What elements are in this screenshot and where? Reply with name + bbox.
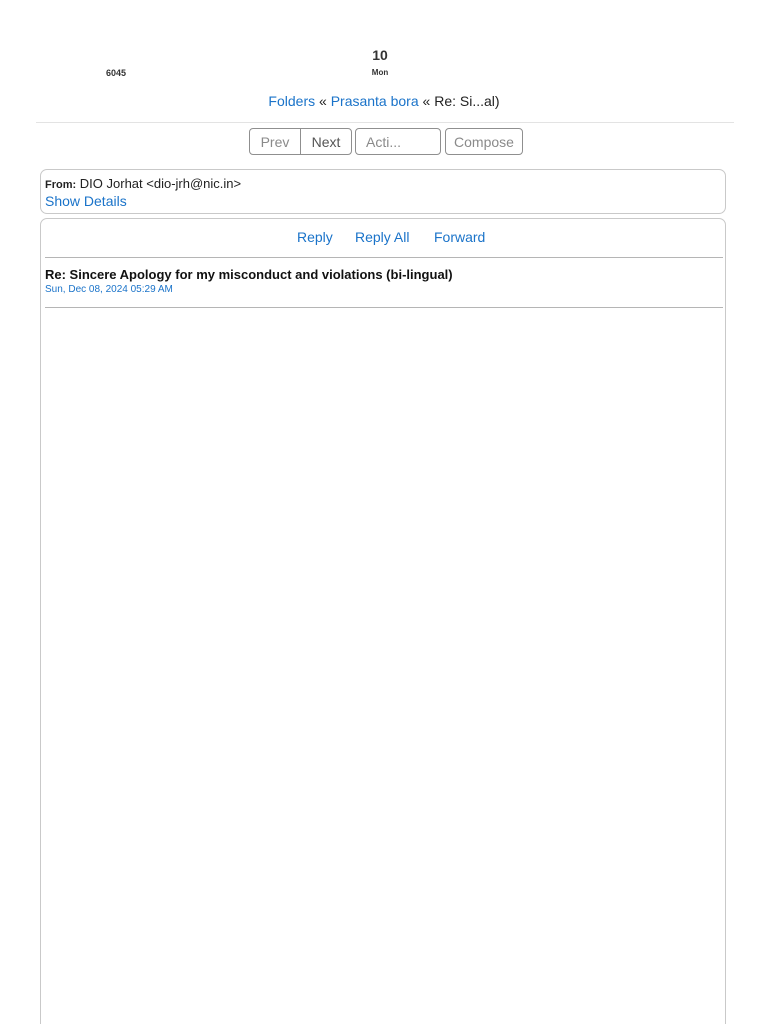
sender-info-box: [40, 169, 726, 214]
from-address: DIO Jorhat <dio-jrh@nic.in>: [79, 176, 242, 191]
next-button[interactable]: Next: [300, 128, 352, 155]
compose-button[interactable]: Compose: [445, 128, 523, 155]
prev-button[interactable]: Prev: [249, 128, 301, 155]
message-actions: [41, 229, 725, 247]
subject-divider: [45, 307, 723, 308]
breadcrumb-separator: «: [422, 93, 431, 109]
actions-divider: [45, 257, 723, 258]
from-line: [45, 176, 241, 191]
message-count: 6045: [106, 68, 127, 78]
show-details-link[interactable]: Show Details: [45, 193, 127, 209]
message-panel: [40, 218, 726, 1024]
calendar-day-name: Mon: [371, 68, 389, 77]
reply-all-link[interactable]: Reply All: [355, 229, 410, 245]
message-date: Sun, Dec 08, 2024 05:29 AM: [45, 284, 173, 295]
calendar-date-number: 10: [372, 47, 388, 63]
breadcrumb-folders-link[interactable]: Folders: [268, 93, 316, 109]
forward-link[interactable]: Forward: [434, 229, 486, 245]
from-label: From:: [45, 179, 77, 191]
breadcrumb-current: Re: Si...al): [434, 93, 500, 109]
message-body: [45, 311, 723, 1011]
breadcrumb: [0, 93, 768, 109]
reply-link[interactable]: Reply: [297, 229, 333, 245]
actions-dropdown[interactable]: Acti...: [355, 128, 441, 155]
breadcrumb-sender-link[interactable]: Prasanta bora: [330, 93, 419, 109]
breadcrumb-separator: «: [319, 93, 327, 109]
header-divider: [36, 122, 734, 123]
message-subject: Re: Sincere Apology for my misconduct and violations (bi-lingual): [45, 267, 453, 282]
